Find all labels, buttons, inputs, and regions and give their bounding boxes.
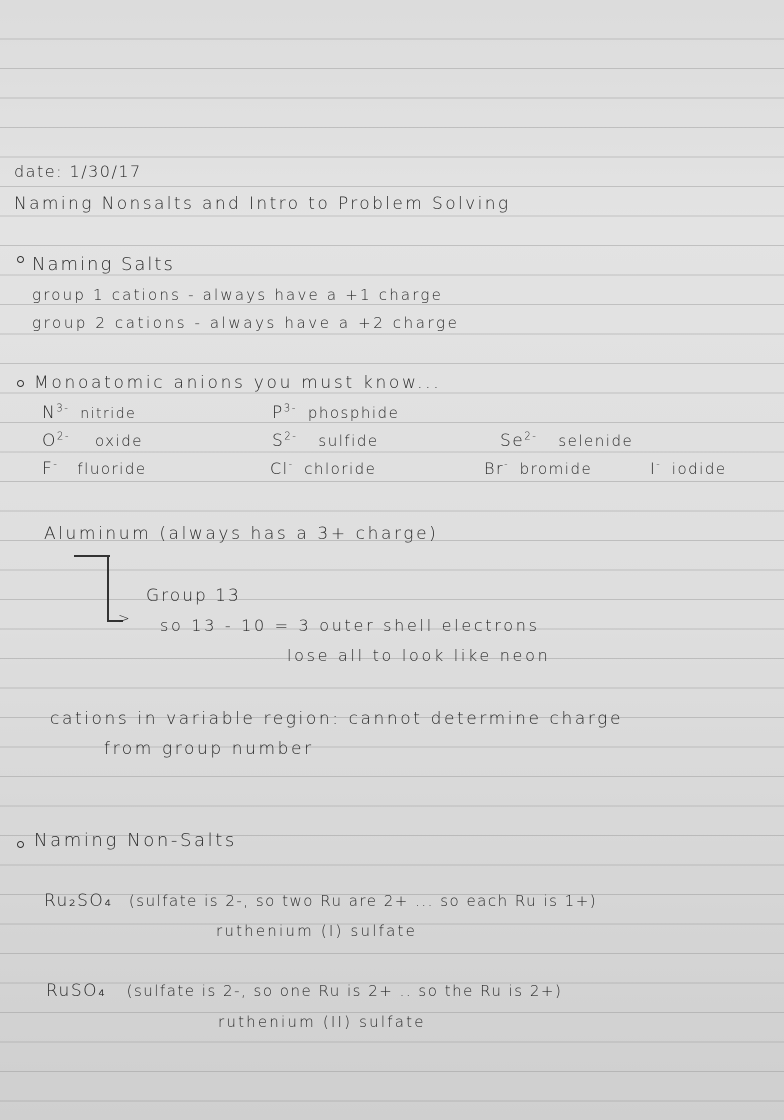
page-title: Naming Nonsalts and Intro to Problem Solving — [14, 194, 511, 214]
naming-nonsalts-heading: Naming Non-Salts — [34, 830, 237, 851]
variable-line-1: cations in variable region: cannot determine charge — [50, 709, 624, 729]
salts-line-2: group 2 cations - always have a +2 charge — [32, 314, 460, 332]
bullet-icon — [17, 256, 24, 263]
anion-chloride: Cl- chloride — [270, 459, 377, 478]
monoatomic-heading: Monoatomic anions you must know... — [34, 373, 442, 393]
anion-phosphide: $P^{3-}$ phosphide — [272, 403, 400, 423]
arrow-bracket-top — [74, 555, 110, 557]
anion-oxide: $O^{2-}$ oxide — [42, 431, 143, 451]
naming-salts-heading: Naming Salts — [32, 254, 175, 275]
date-line: date: 1/30/17 — [14, 162, 142, 181]
anion-bromide: Br- bromide — [484, 459, 593, 478]
arrow-bracket-vertical — [107, 555, 109, 620]
aluminum-so-line: so 13 - 10 = 3 outer shell electrons — [160, 616, 540, 635]
bullet-icon — [17, 380, 24, 387]
anion-selenide: $Se^{2-}$ selenide — [500, 431, 634, 451]
example-1: Ru₂SO₄ (sulfate is 2-, so two Ru are 2+ ... so each Ru is 1+) — [44, 891, 598, 911]
anion-nitride: $N^{3-}$ nitride — [42, 403, 137, 423]
variable-line-2: from group number — [104, 739, 314, 759]
salts-line-1: group 1 cations - always have a +1 charge — [32, 286, 444, 304]
example-2-name: ruthenium (II) sulfate — [218, 1013, 426, 1031]
arrow-head-icon: > — [118, 611, 132, 627]
aluminum-lose-line: lose all to look like neon — [287, 646, 551, 665]
example-2: RuSO₄ (sulfate is 2-, so one Ru is 2+ .. so the Ru is 2+) — [46, 981, 563, 1001]
aluminum-line: Aluminum (always has a 3+ charge) — [44, 524, 439, 544]
anion-fluoride: F- fluoride — [42, 459, 147, 479]
example-1-name: ruthenium (I) sulfate — [216, 922, 418, 940]
anion-iodide: I- iodide — [650, 459, 727, 478]
bullet-icon — [17, 841, 24, 848]
anion-sulfide: $S^{2-}$ sulfide — [272, 431, 379, 451]
aluminum-group: Group 13 — [146, 586, 241, 606]
